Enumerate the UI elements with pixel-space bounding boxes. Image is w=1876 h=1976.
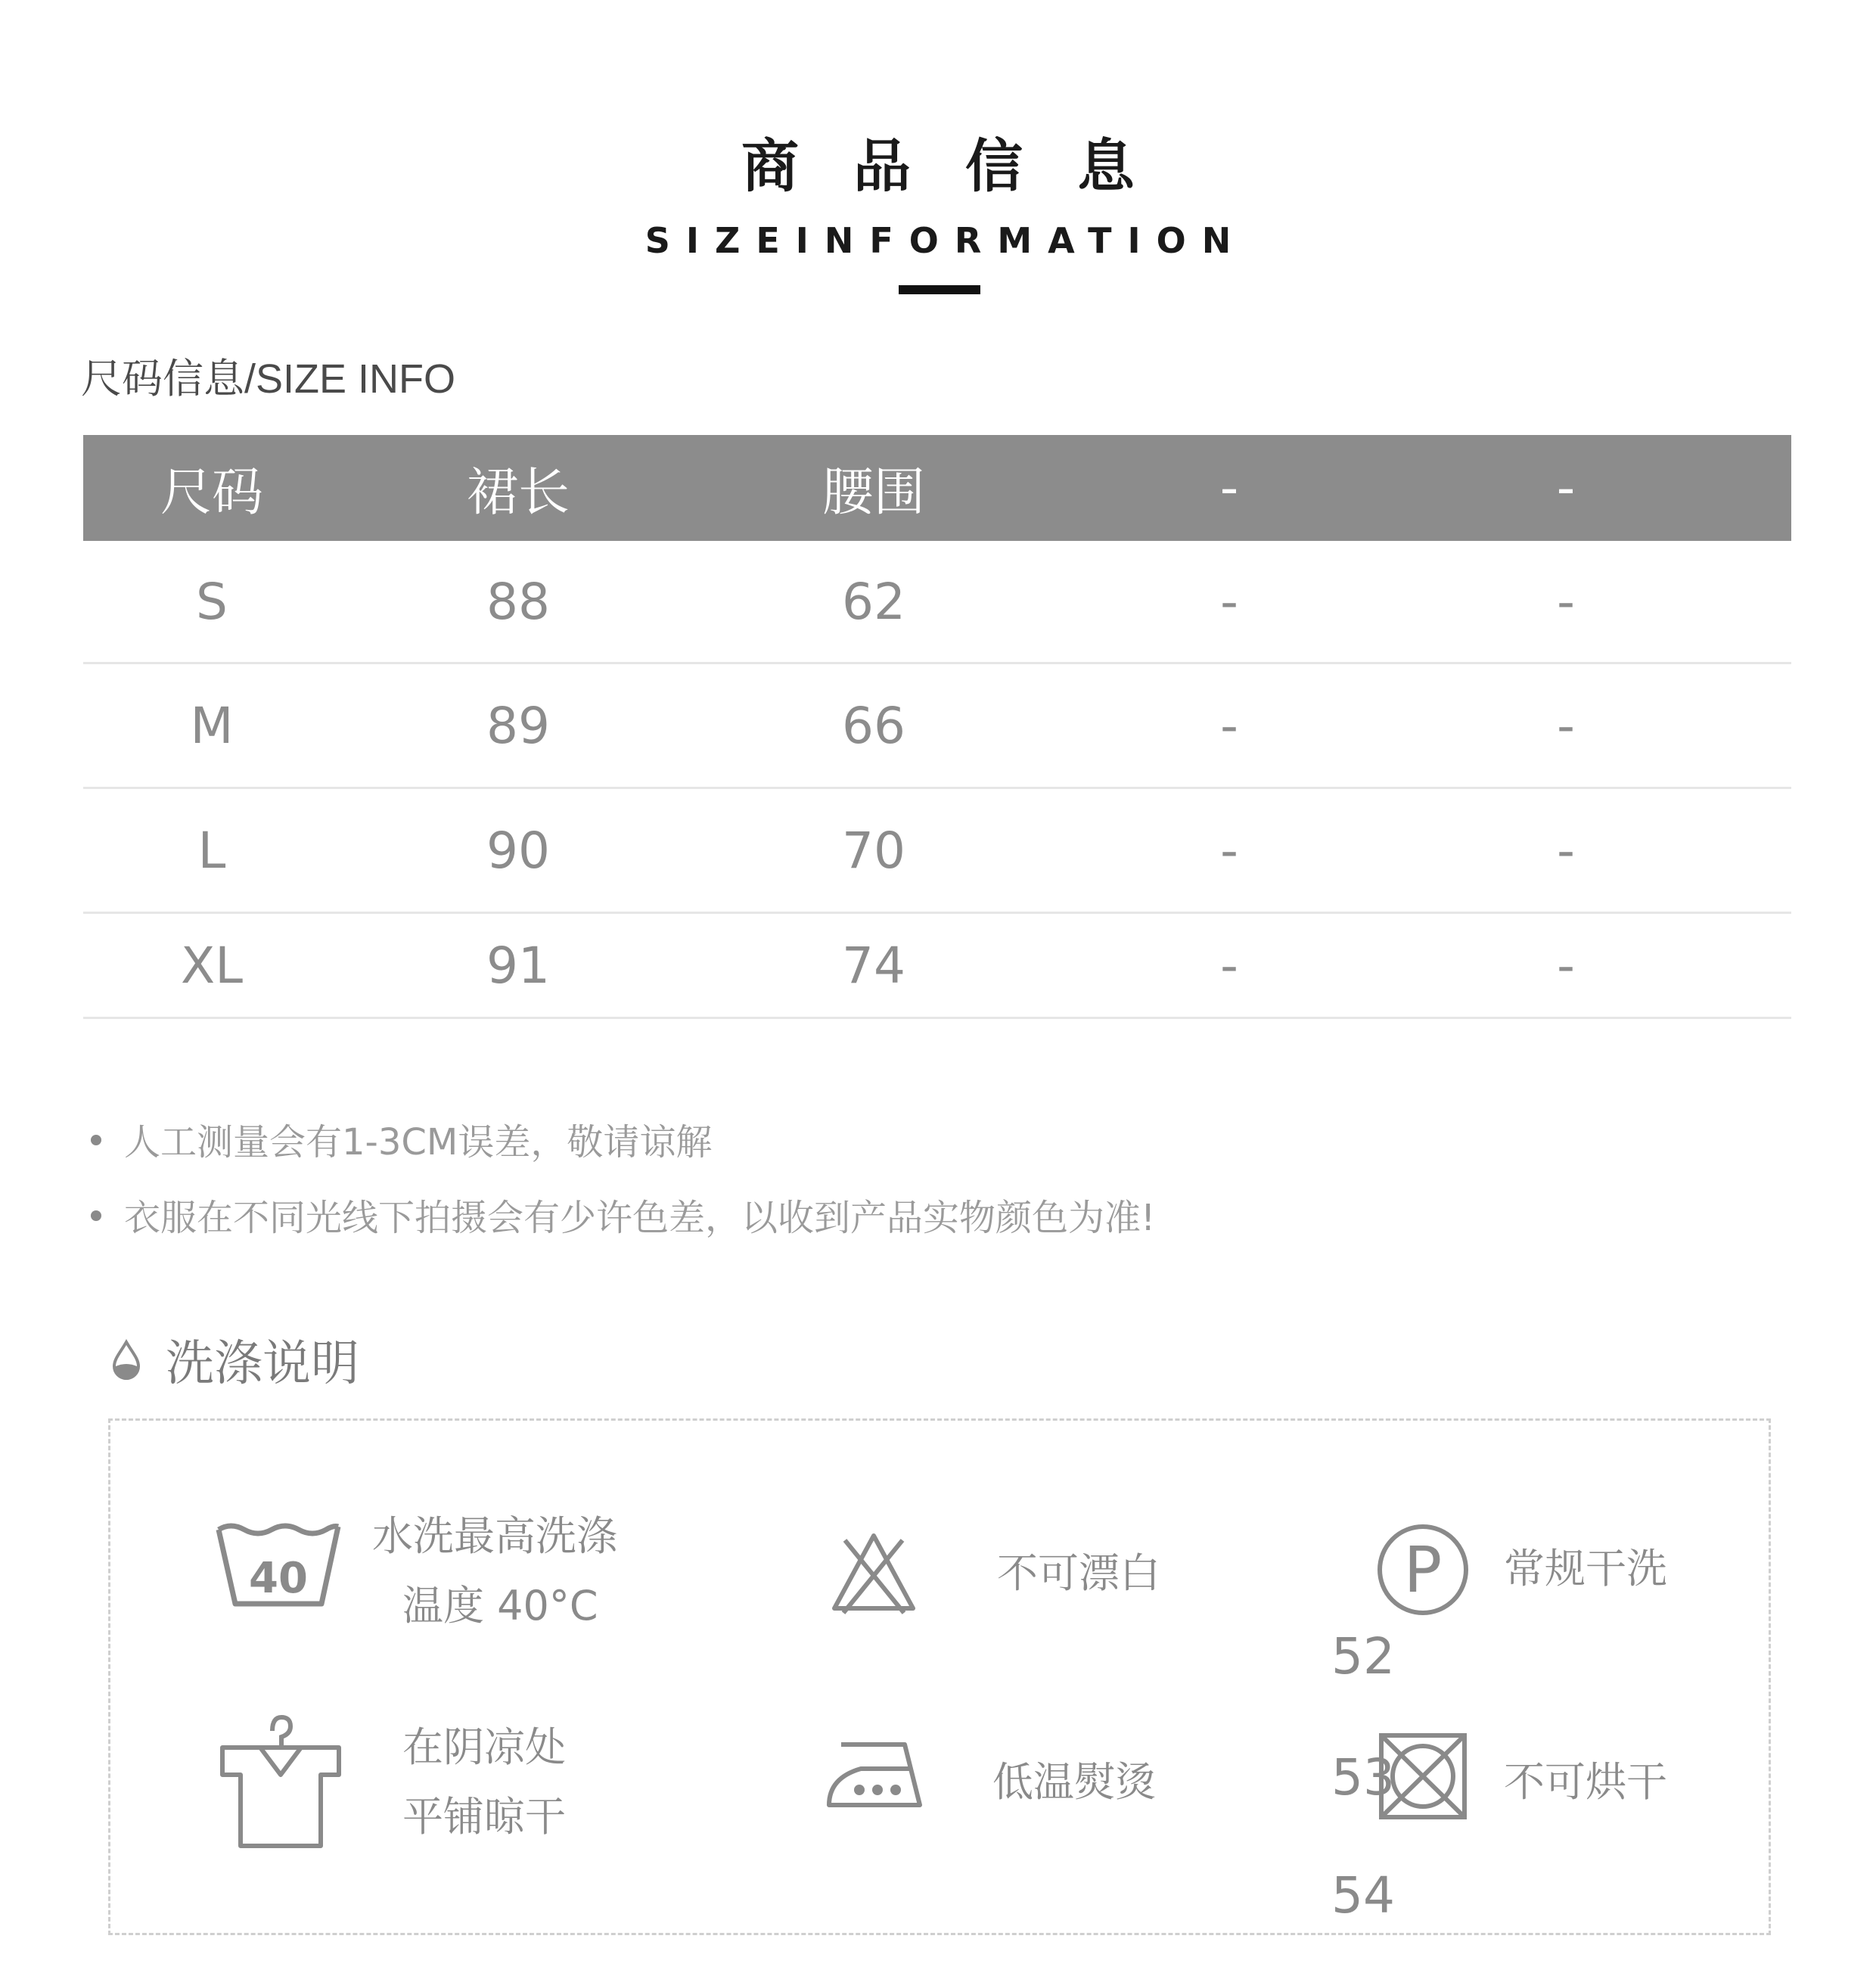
care-text-line: 平铺晾干: [402, 1793, 566, 1841]
table-cell-col5: -: [1557, 821, 1575, 880]
size-table: [83, 435, 1791, 1019]
stray-number: 54: [1331, 1866, 1395, 1925]
note-item: [91, 1194, 1155, 1242]
care-text-no-bleach: 不可漂白: [997, 1549, 1160, 1597]
table-cell-col5: -: [1557, 936, 1575, 995]
table-cell-waist: 70: [842, 821, 905, 880]
svg-text:P: P: [1403, 1533, 1443, 1607]
care-text-line: 在阴凉处: [402, 1723, 566, 1771]
wash-temp-label: 40: [249, 1554, 308, 1603]
table-cell-size: L: [197, 821, 226, 880]
water-drop-icon: [110, 1338, 143, 1381]
table-row: [83, 789, 1791, 914]
table-row: [83, 664, 1791, 789]
title-divider: [899, 285, 980, 294]
table-row: [83, 541, 1791, 664]
care-text-line: 温度 40°C: [402, 1582, 598, 1630]
stray-number: 53: [1331, 1748, 1395, 1807]
table-cell-size: S: [196, 572, 228, 631]
low-iron-icon: [826, 1737, 924, 1810]
note-text: 衣服在不同光线下拍摄会有少许色差，以收到产品实物颜色为准!: [124, 1197, 1156, 1239]
table-cell-waist: 66: [842, 696, 905, 755]
table-cell-length: 90: [486, 821, 550, 880]
bullet-icon: [91, 1135, 101, 1145]
table-cell-waist: 62: [842, 572, 905, 631]
wash-heading: [110, 1325, 359, 1393]
size-info-label: 尺码信息/SIZE INFO: [81, 356, 456, 402]
table-cell-length: 88: [486, 572, 550, 631]
table-header-row: [83, 435, 1791, 541]
table-cell-col4: -: [1220, 696, 1238, 755]
care-text-dry-clean: 常规干洗: [1504, 1545, 1667, 1592]
table-cell-col5: -: [1557, 696, 1575, 755]
care-text-shade-dry: [402, 1713, 566, 1852]
table-cell-size: XL: [181, 936, 243, 995]
page-title-en: SIZEINFORMATION: [644, 220, 1247, 261]
note-item: [91, 1118, 712, 1167]
table-cell-col5: -: [1557, 572, 1575, 631]
table-cell-size: M: [190, 696, 234, 755]
table-cell-length: 89: [486, 696, 550, 755]
shade-dry-icon: [218, 1711, 343, 1849]
table-cell-length: 91: [486, 936, 550, 995]
no-bleach-icon: [828, 1528, 919, 1619]
wash-heading-text: 洗涤说明: [166, 1336, 359, 1392]
table-row: [83, 914, 1791, 1019]
note-text: 人工测量会有1-3CM误差，敬请谅解: [124, 1121, 713, 1164]
care-text-line: 水洗最高洗涤: [372, 1512, 617, 1560]
table-header-col5: -: [1556, 458, 1576, 518]
care-instructions-box: [108, 1418, 1771, 1935]
table-cell-col4: -: [1220, 821, 1238, 880]
table-header-waist: 腰围: [822, 462, 925, 523]
table-cell-col4: -: [1220, 936, 1238, 995]
stray-number: 52: [1331, 1627, 1395, 1686]
bullet-icon: [91, 1210, 101, 1221]
care-text-no-tumble-dry: 不可烘干: [1504, 1758, 1667, 1806]
page-title-cn: 商品信息: [741, 132, 1189, 200]
table-cell-col4: -: [1220, 572, 1238, 631]
table-header-size: 尺码: [160, 462, 263, 523]
wash-40-icon: [214, 1521, 343, 1611]
care-text-wash: [372, 1502, 617, 1641]
dry-clean-p-icon: [1375, 1522, 1471, 1617]
care-text-low-iron: 低温熨烫: [992, 1758, 1156, 1806]
table-cell-waist: 74: [842, 936, 905, 995]
table-header-col4: -: [1219, 458, 1239, 518]
table-header-skirt-length: 裙长: [466, 462, 570, 523]
